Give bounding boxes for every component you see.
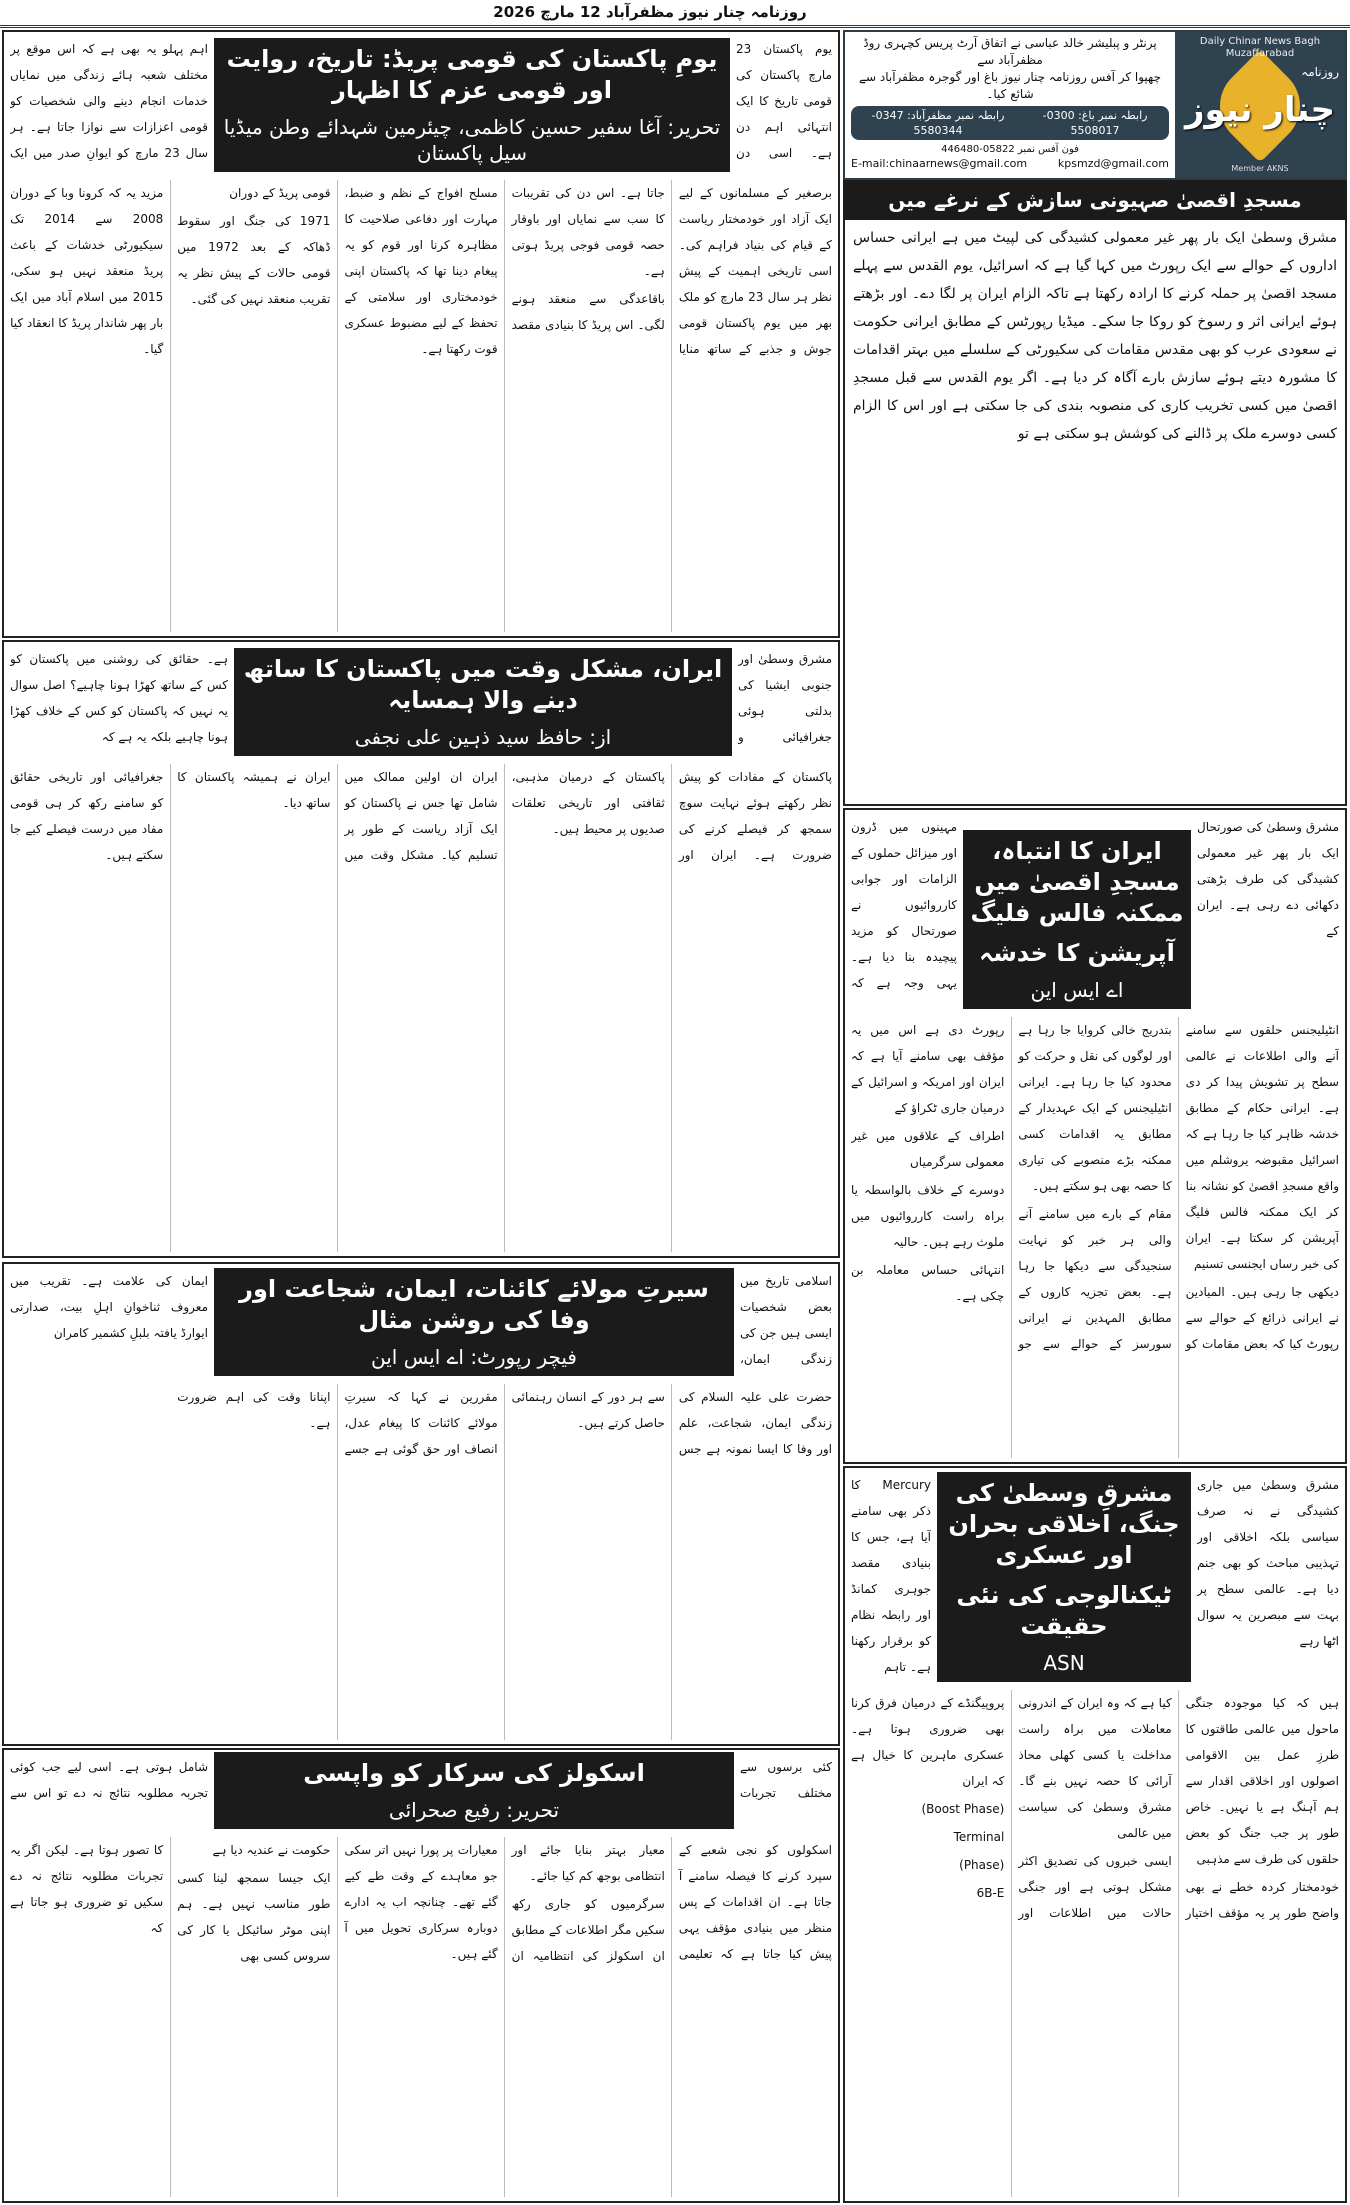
byline: تحریر: رفیع صحرائی: [388, 1798, 560, 1823]
headline: سیرتِ مولائے کائنات، ایمان، شجاعت اور وفا کی روشن مثال: [239, 1275, 709, 1335]
column-continued: شامل ہوتی ہے۔ اسی لیے جب کوئی تجربہ مطلوبہ نتائج نہ دے تو اس سے: [10, 1760, 208, 1800]
masthead-english-name: Daily Chinar News Bagh Muzaffarabad: [1199, 36, 1321, 59]
masthead-brand: [1175, 32, 1345, 178]
article-body: [853, 224, 1337, 800]
column-continued: Mercury کا ذکر بھی سامنے آیا ہے، جس کا بنیادی مقصد جوہری کمانڈ اور رابطہ نظام کو برقرار رکھنا ہے۔ تاہم: [851, 1478, 931, 1674]
byline: تحریر: آغا سفیر حسین کاظمی، چیئرمین شہدائے وطن میڈیا سیل پاکستان: [223, 115, 721, 166]
column-continued: اہم پہلو یہ بھی ہے کہ اس موقع پر مختلف شعبہ ہائے زندگی میں نمایاں خدمات انجام دینے والی شخصیات کو قومی اعزازات سے نوازا جاتا ہے۔ ہر سال 23 مارچ کو ایوانِ صدر میں ایک: [10, 42, 208, 160]
column-intro: یوم پاکستان 23 مارچ پاکستان کی قومی تاریخ کا ایک انتہائی اہم دن ہے۔ اسی دن: [736, 42, 832, 160]
article-seerat: [2, 1262, 840, 1746]
column-intro: مشرق وسطیٰ اور جنوبی ایشیا کی بدلتی ہوئی جغرافیائی و: [738, 652, 832, 744]
phone-bagh: رابطہ نمبر باغ: 0300-5508017: [1042, 109, 1148, 137]
headline-box: [214, 1268, 734, 1376]
article-body: [10, 764, 832, 1252]
masthead-imprint: [851, 35, 1169, 171]
paragraph: جغرافیائی اور تاریخی حقائق کو سامنے رکھ کر ہی قومی مفاد میں درست فیصلے کیے جا سکتے ہیں۔: [10, 770, 164, 862]
byline: اے ایس این: [1030, 977, 1124, 1002]
column-continued: ہے۔ حقائق کی روشنی میں پاکستان کو کس کے ساتھ کھڑا ہونا چاہیے؟ اصل سوال یہ نہیں کہ پاکستان کو کس کے خلاف کھڑا ہونا چاہیے بلکہ یہ ہے کہ: [10, 652, 228, 744]
email-row: [851, 157, 1169, 171]
article-body: [851, 1690, 1339, 2197]
column-continued: مہینوں میں ڈرون اور میزائل حملوں کے الزامات اور جوابی کارروائیوں نے صورتحال کو مزید پیچیدہ بنا دیا ہے۔ یہی وجہ ہے کہ: [851, 820, 957, 990]
paragraph: حکومت نے عندیہ دیا ہے: [212, 1843, 331, 1857]
headline: یومِ پاکستان کی قومی پریڈ: تاریخ، روایت اور قومی عزم کا اظہار: [226, 45, 718, 105]
paragraph: 1971 کی جنگ اور سقوط ڈھاکہ کے بعد 1972 میں قومی حالات کے پیش نظر یہ تقریب منعقد نہیں کی گئی۔: [177, 214, 331, 306]
column-intro: کئی برسوں سے مختلف تجربات: [740, 1760, 832, 1800]
paragraph: انتہائی حساس معاملہ بن چکی ہے۔: [851, 1263, 1005, 1303]
article-iran-neighbour: [2, 640, 840, 1258]
paragraph: ایران ان اولین ممالک میں شامل تھا جس نے پاکستان کو ایک آزاد ریاست کے طور پر تسلیم کیا۔ مشکل وقت میں ایران نے ہمیشہ پاکستان کا ساتھ دیا۔: [177, 770, 498, 862]
headline-box: [214, 1752, 734, 1829]
headline-box: [234, 648, 732, 756]
column-intro: مشرق وسطیٰ کی صورتحال ایک بار پھر غیر معمولی کشیدگی کی طرف بڑھتی دکھائی دے رہی ہے۔ ایران کے: [1197, 820, 1339, 938]
byline: ASN: [1043, 1650, 1085, 1675]
column-intro: مشرق وسطیٰ میں جاری کشیدگی نے نہ صرف سیاسی بلکہ اخلاقی اور تہذیبی مباحث کو بھی جنم دیا ہے۔ عالمی سطح پر بہت سے مبصرین یہ سوال اٹھا رہے: [1197, 1478, 1339, 1648]
article-body: [10, 1837, 832, 2197]
dateline: [0, 0, 1350, 28]
paragraph: برصغیر کے مسلمانوں کے لیے ایک آزاد اور خودمختار ریاست کے قیام کی بنیاد فراہم کی۔ اسی تاریخی اہمیت کے پیش نظر ہر سال 23 مارچ کو ملک بھر میں یوم پاکستان قومی جوش و جذبے کے ساتھ منایا جاتا ہے۔ اس دن کی تقریبات کا سب سے نمایاں اور باوقار حصہ قومی فوجی پریڈ ہوتی ہے۔: [511, 186, 832, 356]
article-youm-pakistan: [2, 30, 840, 638]
masthead-member: Member AKNS: [1231, 164, 1289, 173]
masthead-paper-label: روزنامہ: [1301, 65, 1339, 79]
byline: فیچر رپورٹ: اے ایس این: [371, 1345, 577, 1370]
paragraph: Terminal: [953, 1830, 1005, 1844]
paragraph: (Phase): [959, 1858, 1005, 1872]
paragraph: انٹیلیجنس حلقوں سے سامنے آنے والی اطلاعات نے عالمی سطح پر تشویش پیدا کر دی ہے۔ ایرانی حکام کے مطابق خدشہ ظاہر کیا جا رہا ہے کہ اسرائیل مقبوضہ یروشلم میں واقع مسجدِ اقصیٰ کو نشانہ بنا کر ایک ممکنہ فالس فلیگ آپریشن کر سکتا ہے۔ ایران کی خبر رساں ایجنسی تسنیم: [1185, 1023, 1339, 1271]
paragraph: ہیں کہ کیا موجودہ جنگی ماحول میں عالمی طاقتوں کا طرزِ عمل بین الاقوامی اصولوں اور اخلاقی اقدار سے ہم آہنگ ہے یا نہیں۔ خاص طور پر جب جنگ کو بعض حلقوں کی طرف سے مذہبی: [1185, 1696, 1339, 1866]
byline: از: حافظ سید ذہین علی نجفی: [354, 725, 612, 750]
paragraph: ایک جیسا سمجھ لینا کسی طور مناسب نہیں ہے۔ ہم اپنی موٹر سائیکل یا کار کی سروس کسی بھی: [177, 1871, 331, 1963]
headline-masjid-aqsa: مسجدِ اقصیٰ صہیونی سازش کے نرغے میں: [843, 180, 1347, 220]
paragraph: مشرق وسطیٰ ایک بار پھر غیر معمولی کشیدگی کی لپیٹ میں ہے ایرانی حساس اداروں کے حوالے سے ایک رپورٹ میں کہا گیا ہے کہ اسرائیل، یوم القدس سے پہلے مسجد اقصیٰ پر حملہ کرنے کا ارادہ رکھتا ہے تاکہ الزام ایران پر لگا دے۔ اور بڑھتے ہوئے ایرانی اثر و رسوخ کو روکا جا سکے۔ میڈیا رپورٹس کے مطابق ایرانی حکومت نے سعودی عرب کو بھی مقدس مقامات کی سکیورٹی کے سلسلے میں بہتر اقدامات کا مشورہ دیتے ہوئے سازش بارے آگاہ کر دیا ہے۔ اگر یوم القدس سے قبل مسجدِ اقصیٰ میں کسی تخریب کاری کی منصوبہ بندی کی جا سکتی ہے اور اس کا الزام کسی دوسرے ملک پر ڈالنے کی کوشش ہو سکتی ہے تو: [853, 230, 1337, 442]
paragraph: پاکستان کے مفادات کو پیش نظر رکھتے ہوئے نہایت سوچ سمجھ کر فیصلے کرنے کی ضرورت ہے۔ ایران اور پاکستان کے درمیان مذہبی، ثقافتی اور تاریخی تعلقات صدیوں پر محیط ہیں۔: [511, 770, 832, 862]
paragraph: ایسی خبروں کی تصدیق اکثر مشکل ہوتی ہے اور جنگی حالات میں اطلاعات اور پروپیگنڈے کے درمیان فرق کرنا بھی ضروری ہوتا ہے۔ عسکری ماہرین کا خیال ہے کہ ایران: [851, 1696, 1172, 1920]
imprint-line-2: چھپوا کر آفس روزنامہ چنار نیوز باغ اور گوجرہ مظفرآباد سے شائع کیا۔: [858, 70, 1162, 101]
column-continued: ایمان کی علامت ہے۔ تقریب میں معروف ثناخوانِ اہلِ بیت، صدارتی ایوارڈ یافتہ بلبلِ کشمیر کامران: [10, 1274, 208, 1340]
article-middle-east-war: [843, 1466, 1347, 2203]
imprint-line-1: پرنٹر و پبلیشر خالد عباسی نے اتفاق آرٹ پریس کچہری روڈ مظفرآباد سے: [863, 36, 1157, 67]
email-2[interactable]: kpsmzd@gmail.com: [1057, 157, 1169, 170]
column-intro: اسلامی تاریخ میں بعض شخصیات ایسی ہیں جن کی زندگی ایمان،: [740, 1274, 832, 1366]
phone-muzaffarabad: رابطہ نمبر مظفرآباد: 0347-5580344: [871, 109, 1005, 137]
dateline-text: روزنامہ چنار نیوز مظفرآباد 12 مارچ 2026: [493, 3, 807, 21]
phone-strip: [851, 106, 1169, 140]
paragraph: دوسرے کے خلاف بالواسطہ یا براہ راست کارروائیوں میں ملوث رہے ہیں۔ حالیہ: [851, 1183, 1005, 1249]
paragraph: اطراف کے علاقوں میں غیر معمولی سرگرمیاں: [851, 1129, 1005, 1169]
paragraph: خودمختار کردہ خطے نے بھی واضح طور پر یہ مؤقف اختیار کیا ہے کہ وہ ایران کے اندرونی معاملات میں براہ راست مداخلت یا کسی کھلی محاذ آرائی کا حصہ نہیں بنے گا۔ مشرق وسطیٰ کی سیاست میں عالمی: [1018, 1696, 1339, 1920]
headline: مشرقِ وسطیٰ کی جنگ، اخلاقی بحران اور عسکری: [948, 1479, 1180, 1570]
headline: ایران کا انتباہ، مسجدِ اقصیٰ میں ممکنہ فالس فلیگ: [970, 837, 1184, 928]
article-body: [10, 1384, 832, 1740]
masthead: [843, 30, 1347, 180]
article-body: [851, 1017, 1339, 1458]
headline-box: [963, 830, 1191, 1009]
masthead-logo-name: چنار نیوز: [1184, 90, 1336, 130]
paragraph: حضرت علی علیہ السلام کی زندگی ایمان، شجاعت، علم اور وفا کا ایسا نمونہ ہے جس سے ہر دور کے انسان رہنمائی حاصل کرتے ہیں۔: [511, 1390, 832, 1456]
paragraph: مقررین نے کہا کہ سیرتِ مولائے کائنات کا پیغام عدل، انصاف اور حق گوئی ہے جسے اپنانا وقت کی اہم ضرورت ہے۔: [177, 1390, 498, 1456]
paragraph: دیکھی جا رہی ہیں۔ المیادین نے ایرانی ذرائع کے حوالے سے رپورٹ کیا کہ بعض مقامات کو بتدریج خالی کروایا جا رہا ہے اور لوگوں کی نقل و حرکت کو محدود کیا جا رہا ہے۔ ایرانی انٹیلیجنس کے ایک عہدیدار کے مطابق یہ اقدامات کسی ممکنہ بڑے منصوبے کی تیاری کا حصہ بھی ہو سکتے ہیں۔: [1018, 1023, 1339, 1351]
headline-box: [937, 1472, 1191, 1682]
article-iran-warning: [843, 808, 1347, 1464]
paragraph: 6B-E: [976, 1886, 1005, 1900]
paragraph: مزید یہ کہ کرونا وبا کے دوران 2008 سے 2014 تک سیکیورٹی خدشات کے باعث پریڈ منعقد نہیں ہو سکی، 2015 میں اسلام آباد میں ایک بار پھر شاندار پریڈ کا انعقاد کیا گیا۔: [10, 186, 164, 356]
headline: اسکولز کی سرکار کو واپسی: [303, 1759, 645, 1787]
email-1[interactable]: E-mail:chinaarnews@gmail.com: [851, 157, 1028, 170]
paragraph: سرگرمیوں کو جاری رکھ سکیں مگر اطلاعات کے مطابق ان اسکولز کی انتظامیہ ان معیارات پر پورا نہیں اتر سکی جو معاہدے کے وقت طے کیے گئے تھے۔ چنانچہ اب یہ ادارے دوبارہ سرکاری تحویل میں آ گئے ہیں۔: [344, 1843, 665, 1963]
paragraph: مقام کے بارے میں سامنے آنے والی ہر خبر کو نہایت سنجیدگی سے دیکھا جا رہا ہے۔ بعض تجزیہ کاروں کے مطابق المہدین نے ایرانی سورسز کے حوالے سے جو رپورٹ دی ہے اس میں یہ مؤقف بھی سامنے آیا ہے کہ ایران اور امریکہ و اسرائیل کے درمیان جاری ٹکراؤ کے: [851, 1023, 1172, 1351]
headline: ایران، مشکل وقت میں پاکستان کا ساتھ دینے والا ہمسایہ: [243, 655, 723, 715]
article-schools: [2, 1748, 840, 2203]
headline-line-2: آپریشن کا خدشہ: [979, 938, 1175, 967]
article-body: [10, 180, 832, 632]
office-phone: فون آفس نمبر 05822-446480: [941, 144, 1079, 155]
paragraph: اسکولوں کو نجی شعبے کے سپرد کرنے کا فیصلہ سامنے آ جاتا ہے۔ ان اقدامات کے پس منظر میں بنیادی مؤقف یہی پیش کیا جاتا ہے کہ تعلیمی معیار بہتر بنایا جائے اور انتظامی بوجھ کم کیا جائے۔: [511, 1843, 832, 1961]
headline-line-2: ٹیکنالوجی کی نئی حقیقت: [956, 1580, 1172, 1640]
paragraph: کا تصور ہوتا ہے۔ لیکن اگر یہ تجربات مطلوبہ نتائج نہ دے سکیں تو ضروری ہو جاتا ہے کہ: [10, 1843, 164, 1935]
article-masjid-aqsa: [843, 220, 1347, 806]
paragraph: باقاعدگی سے منعقد ہونے لگی۔ اس پریڈ کا بنیادی مقصد مسلح افواج کے نظم و ضبط، مہارت اور دفاعی صلاحیت کا مظاہرہ کرنا اور قوم کو یہ پیغام دینا تھا کہ پاکستان اپنی خودمختاری اور سلامتی کے تحفظ کے لیے مضبوط عسکری قوت رکھتا ہے۔: [344, 186, 665, 356]
paragraph: (Boost Phase): [921, 1802, 1005, 1816]
paragraph: قومی پریڈ کے دوران: [229, 186, 331, 200]
headline-box: [214, 38, 730, 172]
